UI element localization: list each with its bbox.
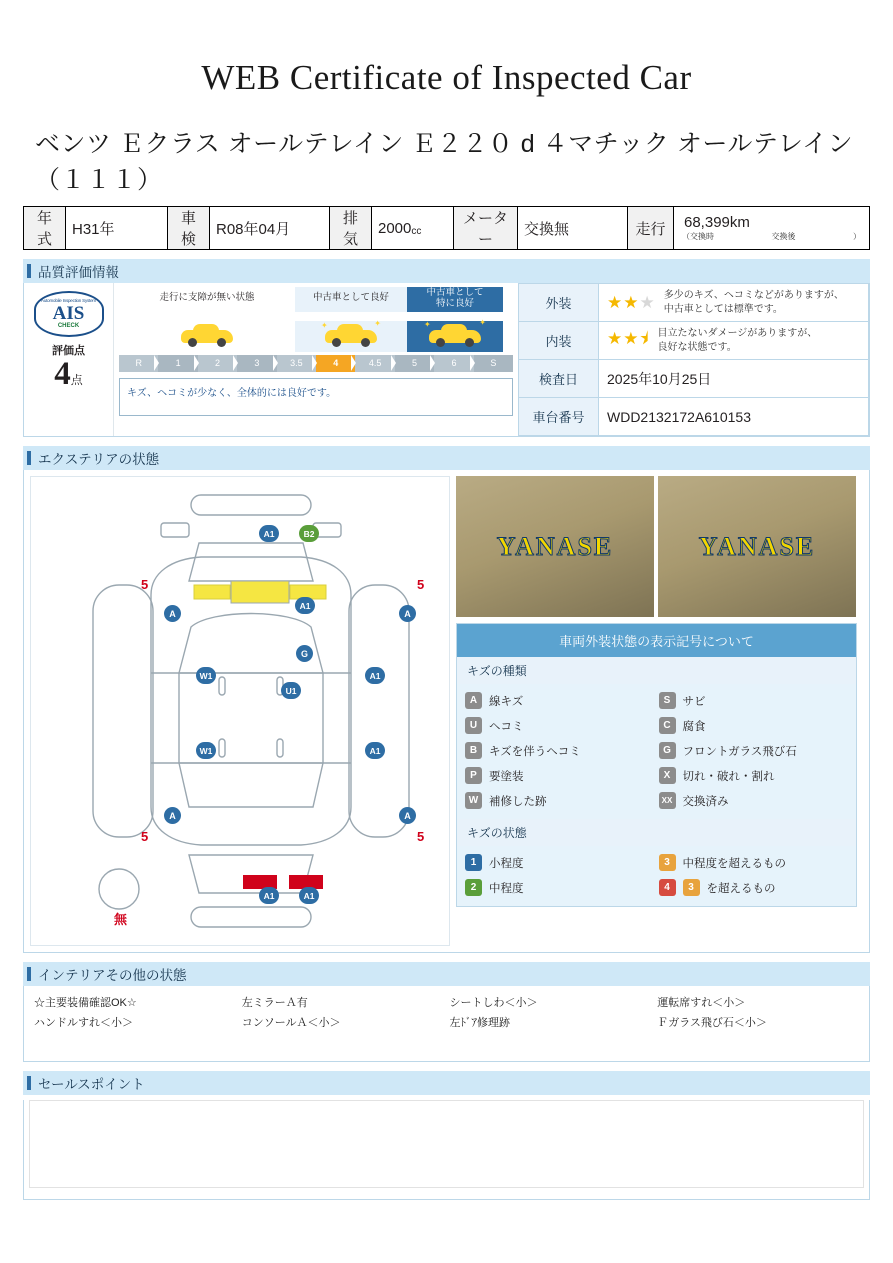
table-row [519,322,869,360]
section-bar [27,967,31,981]
section-title-sales: セールスポイント [38,1077,145,1092]
legend-item-X [657,763,851,788]
interior-rating-value [599,322,869,360]
legend-chip-2: 2 [465,879,482,896]
legend-type-list [457,684,856,819]
section-bar [27,1076,31,1090]
damage-mark-W1: W1 [196,742,216,759]
table-row [519,398,869,436]
legend-title: 車両外装状態の表示記号について [457,624,856,657]
table-row [519,360,869,398]
interior-note: 運転席すれ＜小＞ [657,997,746,1009]
grade-head-1: 走行に支障が無い状態 [159,292,255,303]
damage-count-label: 無 [114,912,128,927]
legend-label: ヘコミ [489,720,524,733]
photo-logo-text: YANASE [698,531,816,561]
legend-chip-A: A [465,692,482,709]
legend-level-2 [463,875,657,900]
legend-label: 中程度 [489,882,524,895]
mileage-label: 走行 [628,207,674,250]
grade-head-3: 中古車として 特に良好 [407,287,503,312]
legend-label: 腐食 [682,720,706,733]
exterior-rating-label: 外装 [519,284,599,322]
interior-note: 左ミラーＡ有 [241,997,308,1009]
legend-label: 中程度を超えるもの [682,857,786,870]
grade-panel [114,283,518,436]
legend-chip-G: G [659,742,676,759]
inspection-date-value: 2025年10月25日 [599,360,869,398]
legend-chip-4: 4 [659,879,676,896]
year-label: 年式 [24,207,66,250]
legend-label: サビ [682,695,706,708]
car-icon: ✦ ✦ [325,321,377,347]
grade-scale-step-2: 2 [198,355,237,372]
legend-chip-U: U [465,717,482,734]
quality-table [518,283,869,436]
exterior-stars: ★★★ [607,292,656,312]
legend-chip-W: W [465,792,482,809]
chassis-number-label: 車台番号 [519,398,599,436]
damage-count-label: 5 [141,829,149,844]
car-name: ベンツ Ｅクラス オールテレイン Ｅ２２０ d ４マチック オールテレイン（１１１） [35,130,854,194]
legend-item-G [657,738,851,763]
displacement-number: 2000 [378,219,412,237]
interior-note: 目立たないダメージがありますが、 良好な状態です。 [657,328,818,353]
interior-notes-block [23,986,870,1062]
legend-item-C [657,713,851,738]
grade-scale-step-R: R [119,355,158,372]
quality-block [23,283,870,437]
damage-mark-A1: A1 [365,667,385,684]
damage-mark-A1: A1 [299,887,319,904]
damage-count-label: 5 [417,829,425,844]
legend-chip-S: S [659,692,676,709]
legend-subtitle-levels: キズの状態 [457,819,856,846]
legend-label: 要塗装 [489,770,524,783]
ais-badge-top-text: Automobile Inspection System [41,298,96,304]
section-header-sales [23,1071,870,1095]
legend-chip-X: X [659,767,676,784]
legend-chip-3: 3 [659,854,676,871]
exterior-right-column [456,476,857,946]
legend-item-U [463,713,657,738]
interior-note: コンソールＡ＜小＞ [241,1017,341,1029]
legend-chip-C: C [659,717,676,734]
photo-strip [456,476,857,617]
mileage-value [674,207,870,250]
section-header-interior [23,962,870,986]
car-icon [181,321,233,347]
grade-car-3 [407,317,503,352]
ais-score-number: 4 [54,356,71,392]
sales-point-block [23,1100,870,1200]
damage-mark-A: A [164,605,181,622]
grade-scale-step-6: 6 [434,355,473,372]
displacement-value [372,207,454,250]
legend-level-list [457,846,856,906]
legend-label: 小程度 [489,857,524,870]
legend-chip-XX: XX [659,792,676,809]
legend-chip-B: B [465,742,482,759]
legend-item-A [463,688,657,713]
exterior-note: 多少のキズ、ヘコミなどがありますが、 中古車としては標準です。 [663,290,844,315]
damage-mark-A1: A1 [365,742,385,759]
legend-chip-P: P [465,767,482,784]
exterior-block [23,470,870,953]
damage-mark-U1: U1 [281,682,301,699]
grade-scale-step-4.5: 4.5 [355,355,394,372]
legend-label: 交換済み [682,795,729,808]
legend-label: を超えるもの [706,882,776,895]
ais-score-panel [24,283,114,436]
legend-item-B [463,738,657,763]
legend-item-S [657,688,851,713]
interior-rating-label: 内装 [519,322,599,360]
ais-score-label: 評価点 [52,345,85,357]
mileage-subnote [680,231,863,242]
legend-chip-3: 3 [683,879,700,896]
section-header-quality [23,259,870,283]
ais-score-value [24,358,113,391]
sales-point-text [29,1100,864,1188]
legend-level-1 [463,850,657,875]
legend-item-P [463,763,657,788]
legend-item-W [463,788,657,813]
displacement-label: 排気 [330,207,372,250]
grade-car-2 [295,318,407,352]
vehicle-photo[interactable] [658,476,856,617]
damage-count-label: 5 [141,577,149,592]
displacement-unit: cc [411,225,422,237]
grade-scale [119,355,513,372]
ais-score-unit: 点 [70,373,83,387]
damage-mark-A: A [399,605,416,622]
car-diagram-svg [31,477,451,947]
ais-badge-main-text: AIS [52,302,85,324]
year-value: H31年 [66,207,168,250]
legend-label: 線キズ [489,695,524,708]
damage-mark-A1: A1 [259,525,279,542]
grade-scale-step-1: 1 [158,355,197,372]
legend-level-4 [657,875,851,900]
legend-label: フロントガラス飛び石 [682,745,797,758]
grade-head-2: 中古車として良好 [295,287,407,312]
page-title: WEB Certificate of Inspected Car [201,58,692,97]
mileage-number: 68,399km [684,214,750,231]
grade-scale-step-3: 3 [237,355,276,372]
car-icon: ✦ ✦ [429,321,481,347]
section-bar [27,451,31,465]
damage-mark-A1: A1 [295,597,315,614]
ais-badge-icon [34,291,104,337]
legend-label: 切れ・破れ・割れ [682,770,775,783]
legend-label: 補修した跡 [489,795,547,808]
chassis-number-value: WDD2132172A610153 [599,398,869,436]
section-header-exterior [23,446,870,470]
grade-scale-step-S: S [474,355,513,372]
mileage-sub-mid: 交換後 [771,232,796,241]
table-row [519,284,869,322]
mileage-sub-right: ） [853,232,861,241]
meter-value: 交換無 [518,207,628,250]
legend-label: キズを伴うヘコミ [489,745,581,758]
legend-item-XX [657,788,851,813]
interior-note: 左ﾄﾞｱ修理跡 [449,1017,510,1029]
vehicle-photo[interactable] [456,476,654,617]
legend-chip-1: 1 [465,854,482,871]
car-diagram [30,476,450,946]
grade-car-icons [119,312,513,352]
legend-level-3 [657,850,851,875]
grade-scale-step-3.5: 3.5 [277,355,316,372]
damage-mark-A: A [164,807,181,824]
damage-mark-B2: B2 [299,525,319,542]
meter-label: メーター [454,207,518,250]
interior-note: ☆主要装備確認OK☆ [34,997,137,1009]
damage-mark-A: A [399,807,416,824]
mileage-sub-left: （交換時 [682,232,714,241]
grade-scale-step-4: 4 [316,355,355,372]
damage-count-label: 5 [417,577,425,592]
exterior-rating-value [599,284,869,322]
grade-comment: キズ、ヘコミが少なく、全体的には良好です。 [119,378,513,416]
interior-note: Ｆガラス飛び石＜小＞ [657,1017,767,1029]
section-title-exterior: エクステリアの状態 [38,452,160,467]
inspection-date-label: 検査日 [519,360,599,398]
interior-note: シートしわ＜小＞ [449,997,538,1009]
grade-scale-step-5: 5 [395,355,434,372]
damage-mark-A1: A1 [259,887,279,904]
legend-panel [456,623,857,907]
grade-headers [119,287,513,312]
section-title-quality: 品質評価情報 [38,265,119,280]
damage-mark-G: G [296,645,313,662]
spec-table [23,206,870,250]
interior-stars: ★★⯨ [607,329,650,348]
interior-note: ハンドルすれ＜小＞ [34,1017,133,1029]
table-row [24,207,870,250]
grade-car-1 [119,321,295,352]
photo-logo-text: YANASE [496,531,614,561]
ais-badge-check-text: CHECK [57,322,80,329]
inspection-value: R08年04月 [210,207,330,250]
damage-mark-W1: W1 [196,667,216,684]
section-title-interior: インテリアその他の状態 [38,968,187,983]
inspection-label: 車検 [168,207,210,250]
legend-subtitle-types: キズの種類 [457,657,856,684]
section-bar [27,264,31,278]
